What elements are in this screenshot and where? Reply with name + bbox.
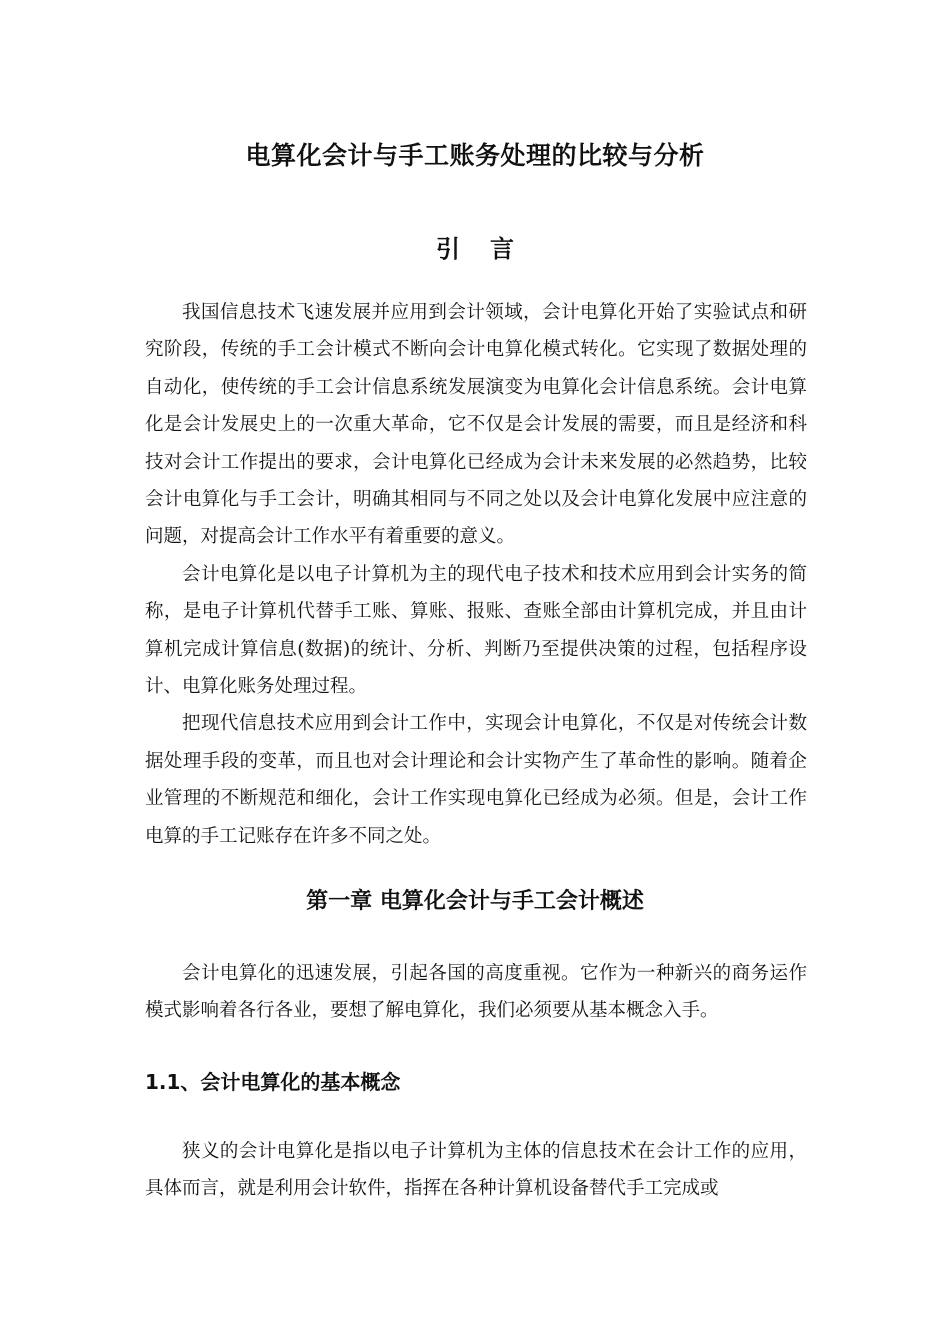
intro-heading: 引言 xyxy=(436,235,544,263)
chapter-heading: 第一章 电算化会计与手工会计概述 xyxy=(306,889,644,914)
chapter-paragraph: 会计电算化的迅速发展，引起各国的高度重视。它作为一种新兴的商务运作模式影响着各行各业，要想了解电算化，我们必须要从基本概念入手。 xyxy=(145,963,807,1022)
document-title: 电算化会计与手工账务处理的比较与分析 xyxy=(245,141,705,170)
intro-paragraph-3: 把现代信息技术应用到会计工作中，实现会计电算化，不仅是对传统会计数据处理手段的变革，而且也对会计理论和会计实物产生了革命性的影响。随着企业管理的不断规范和细化，会计工作实现电算化已经成为必须。但是，会计工作电算的手工记账存在许多不同之处。 xyxy=(145,713,807,847)
section-heading: 1.1、会计电算化的基本概念 xyxy=(145,1070,401,1094)
intro-paragraph-2: 会计电算化是以电子计算机为主的现代电子技术和技术应用到会计实务的简称，是电子计算机代替手工账、算账、报账、查账全部由计算机完成，并且由计算机完成计算信息(数据)的统计、分析、判断乃至提供决策的过程，包括程序设计、电算化账务处理过程。 xyxy=(145,563,807,698)
intro-body xyxy=(145,294,807,855)
section-body xyxy=(145,1133,807,1208)
chapter-body xyxy=(145,955,807,1030)
section-paragraph: 狭义的会计电算化是指以电子计算机为主体的信息技术在会计工作的应用，具体而言，就是利用会计软件，指挥在各种计算机设备替代手工完成或 xyxy=(145,1141,807,1200)
intro-paragraph-1: 我国信息技术飞速发展并应用到会计领域，会计电算化开始了实验试点和研究阶段，传统的手工会计模式不断向会计电算化模式转化。它实现了数据处理的自动化，使传统的手工会计信息系统发展演变为电算化会计信息系统。会计电算化是会计发展史上的一次重大革命，它不仅是会计发展的需要，而且是经济和科技对会计工作提出的要求，会计电算化已经成为会计未来发展的必然趋势，比较会计电算化与手工会计，明确其相同与不同之处以及会计电算化发展中应注意的问题，对提高会计工作水平有着重要的意义。 xyxy=(145,302,807,548)
